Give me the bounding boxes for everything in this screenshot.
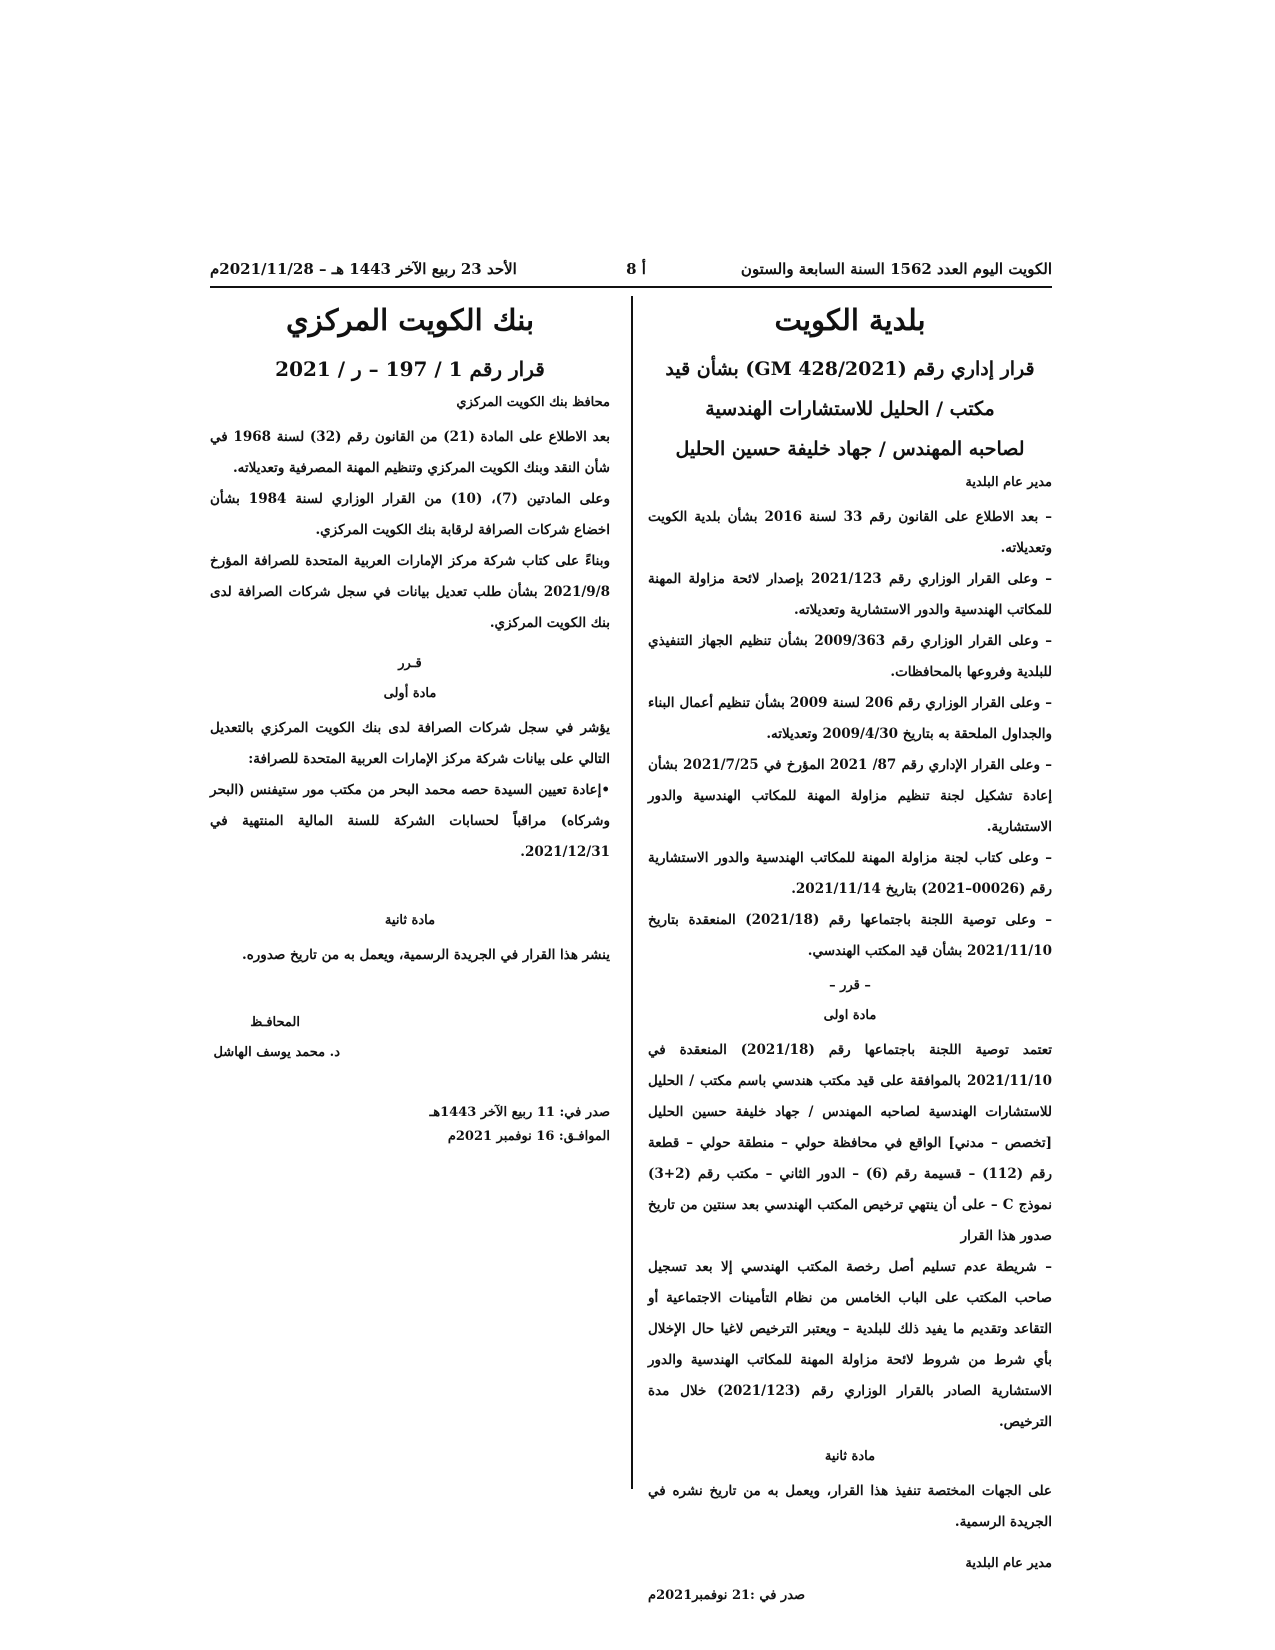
decision-subtitle: لصاحبه المهندس / جهاد خليفة حسين الحليل (675, 438, 1025, 460)
preamble-item: وبناءً على كتاب شركة مركز الإمارات العربية المتحدة للصرافة المؤرخ 2021/9/8 بشأن طلب تعديل بيانات في سجل شركات الصرافة لدى بنك الكويت المركزي. (210, 553, 610, 631)
article-2-title: مادة ثانية (384, 913, 436, 928)
preamble-item: – بعد الاطلاع على القانون رقم 33 لسنة 2016 بشأن بلدية الكويت وتعديلاته. (648, 509, 1053, 556)
issue-date-hijri: صدر في: 11 ربيع الآخر 1443هـ (429, 1105, 610, 1120)
preamble-item: – وعلى توصية اللجنة باجتماعها رقم (2021/18) المنعقدة بتاريخ 2021/11/10 بشأن قيد المكتب الهندسي. (648, 912, 1052, 959)
article-1-title: مادة أولى (383, 686, 437, 701)
signature-name: د. محمد يوسف الهاشل (213, 1045, 340, 1060)
article-1-text: تعتمد توصية اللجنة باجتماعها رقم (2021/18) المنعقدة في 2021/11/10 بالموافقة على قيد مكتب هندسي باسم مكتب / الحليل للاستشارات الهندسية لصاحبه المهندس / جهاد خليفة حسين الحليل [تخصص – مدني] الواقع في محافظة حولي – منطقة حولي – قطعة رقم (112) – قسيمة رقم (6) – الدور الثاني – مكتب رقم (2+3) نموذج C – على أن ينتهي ترخيص المكتب الهندسي بعد سنتين من تاريخ صدور هذا القرار (648, 1042, 1052, 1244)
issue-date: صدر في :21 نوفمبر2021م (648, 1588, 806, 1603)
article-2-title: مادة ثانية (824, 1449, 876, 1464)
preamble-item: – وعلى القرار الإداري رقم 87/ 2021 المؤرخ في 2021/7/25 بشأن إعادة تشكيل لجنة تنظيم مزاولة المهنة للمكاتب الهندسية والدور الاستشارية. (648, 757, 1053, 835)
signature-title: المحافـظ (250, 1015, 300, 1030)
signature-title: مدير عام البلدية (965, 1556, 1052, 1571)
decision-number: قرار رقم 1 / 197 – ر / 2021 (275, 357, 545, 381)
header-page-number: أ 8 (626, 260, 646, 278)
preamble-item: – وعلى القرار الوزاري رقم 2021/123 بإصدار لائحة مزاولة المهنة للمكاتب الهندسية والدور الاستشارية وتعديلاته. (648, 571, 1053, 618)
central-bank-title: بنك الكويت المركزي (285, 303, 535, 337)
issue-date-gregorian: الموافـق: 16 نوفمبر 2021م (447, 1129, 610, 1144)
central-bank-column (210, 300, 610, 1149)
decided-heading: قـرر (398, 656, 422, 671)
column-divider (631, 296, 633, 1489)
article-1-text: يؤشر في سجل شركات الصرافة لدى بنك الكويت المركزي بالتعديل التالي على بيانات شركة مركز الإمارات العربية المتحدة للصرافة: (210, 720, 610, 767)
article-1-bullet: • إعادة تعيين السيدة حصه محمد البحر من مكتب مور ستيفنس (البحر وشركاه) مراقباً لحسابات الشركة للسنة المالية المنتهية في 2021/12/31. (210, 775, 610, 868)
article-2-text: على الجهات المختصة تنفيذ هذا القرار، ويعمل به من تاريخ نشره في الجريدة الرسمية. (648, 1483, 1052, 1530)
article-2-text: ينشر هذا القرار في الجريدة الرسمية، ويعمل به من تاريخ صدوره. (242, 947, 610, 963)
page-header (210, 256, 1052, 288)
municipality-column (648, 300, 1052, 1608)
issuer-label: محافظ بنك الكويت المركزي (456, 395, 610, 410)
decision-subtitle: مكتب / الحليل للاستشارات الهندسية (705, 398, 995, 420)
header-issue-info: الكويت اليوم العدد 1562 السنة السابعة والستون (740, 260, 1052, 278)
decided-heading: – قرر – (829, 978, 871, 993)
header-date: الأحد 23 ربيع الآخر 1443 هـ – 2021/11/28م (210, 260, 517, 278)
preamble-item: بعد الاطلاع على المادة (21) من القانون رقم (32) لسنة 1968 في شأن النقد وبنك الكويت المركزي وتنظيم المهنة المصرفية وتعديلاته. (210, 429, 611, 476)
preamble-item: – وعلى القرار الوزاري رقم 2009/363 بشأن تنظيم الجهاز التنفيذي للبلدية وفروعها بالمحافظات. (648, 633, 1053, 680)
preamble-item: وعلى المادتين (7)، (10) من القرار الوزاري لسنة 1984 بشأن اخضاع شركات الصرافة لرقابة بنك الكويت المركزي. (210, 491, 610, 538)
article-1-title: مادة اولى (823, 1008, 877, 1023)
municipality-title: بلدية الكويت (774, 303, 926, 337)
issuer-label: مدير عام البلدية (965, 475, 1052, 490)
decision-subtitle: قرار إداري رقم (2021/GM 428) بشأن قيد (665, 358, 1035, 380)
article-1-condition: – شريطة عدم تسليم أصل رخصة المكتب الهندسي إلا بعد تسجيل صاحب المكتب على الباب الخامس من نظام التأمينات الاجتماعية أو التقاعد وتقديم ما يفيد ذلك للبلدية – ويعتبر الترخيص لاغيا حال الإخلال بأي شرط من شروط لائحة مزاولة المهنة للمكاتب الهندسية والدور الاستشارية الصادر بالقرار الوزاري رقم (2021/123) خلال مدة الترخيص. (648, 1259, 1053, 1430)
preamble-item: – وعلى القرار الوزاري رقم 206 لسنة 2009 بشأن تنظيم أعمال البناء والجداول الملحقة به بتاريخ 2009/4/30 وتعديلاته. (648, 695, 1052, 742)
preamble-item: – وعلى كتاب لجنة مزاولة المهنة للمكاتب الهندسية والدور الاستشارية رقم (00026–2021) بتاريخ 2021/11/14. (648, 850, 1052, 897)
